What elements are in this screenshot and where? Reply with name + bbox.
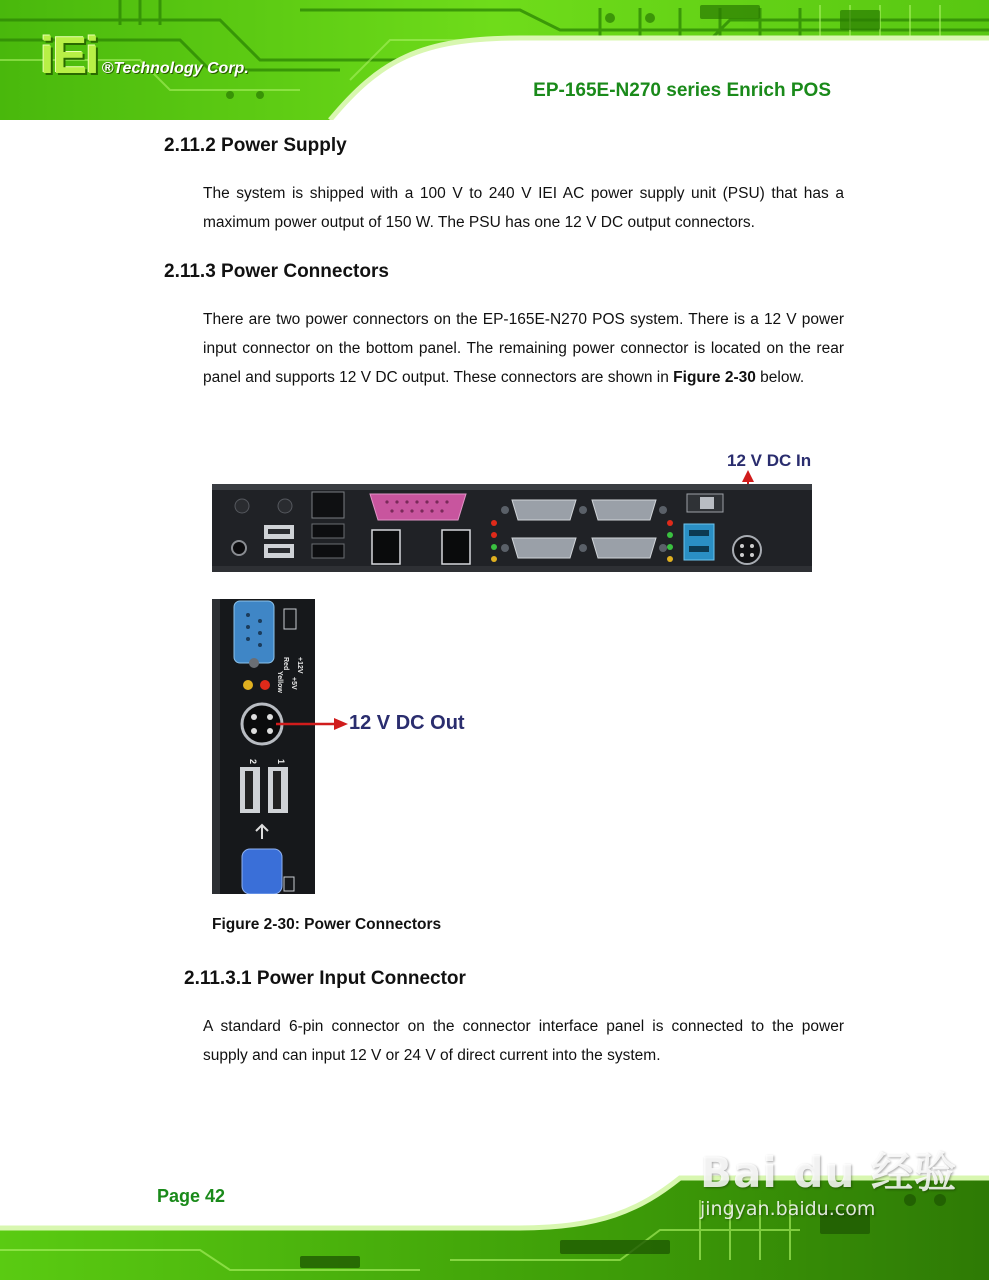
dc-in-callout: 12 V DC In — [727, 451, 812, 470]
logo-text: ®Technology Corp. — [101, 60, 249, 77]
usb-label-1: 1 — [276, 759, 286, 765]
usb-label-2: 2 — [248, 759, 258, 765]
company-logo — [40, 27, 249, 85]
power-supply-heading: 2.11.2 Power Supply — [164, 135, 347, 156]
led-label-red: Red — [282, 657, 289, 671]
side-connector-panel-photo — [212, 599, 315, 894]
power-connectors-text: There are two power connectors on the EP-165E-N270 POS system. There is a 12 V power input connector on the bottom panel. The remaining power connector is located on the rear panel and supports 12 V DC output. These connectors are shown in — [203, 311, 844, 386]
product-title: EP-165E-N270 series Enrich POS — [533, 80, 831, 101]
watermark-url: jingyan.baidu.com — [700, 1198, 876, 1220]
figure-caption: Figure 2-30: Power Connectors — [212, 916, 442, 933]
figure-reference-link[interactable]: Figure 2-30 — [673, 369, 756, 386]
baidu-watermark — [700, 1140, 957, 1220]
led-label-yellow: Yellow — [276, 671, 283, 693]
dc-out-arrow — [276, 716, 348, 732]
watermark-brand: Bai du 经验 — [700, 1148, 957, 1197]
power-input-connector-paragraph: A standard 6-pin connector on the connector interface panel is connected to the power supply and can input 12 V or 24 V of direct current into the system. — [203, 1018, 844, 1064]
rear-connector-panel-photo — [212, 484, 812, 572]
dc-out-callout: 12 V DC Out — [349, 712, 465, 734]
power-connectors-text-end: below. — [755, 369, 805, 386]
led-label-12v: +12V — [296, 657, 303, 674]
power-supply-paragraph: The system is shipped with a 100 V to 240 V IEI AC power supply unit (PSU) that has a maximum power output of 150 W. The PSU has one 12 V DC output connectors. — [203, 185, 844, 231]
power-connectors-paragraph — [203, 305, 844, 392]
led-label-5v: +5V — [290, 677, 297, 690]
power-input-connector-heading: 2.11.3.1 Power Input Connector — [184, 968, 466, 989]
logo-mark: iEi — [40, 27, 98, 85]
page-number: Page 42 — [157, 1186, 226, 1206]
power-connectors-heading: 2.11.3 Power Connectors — [164, 261, 389, 282]
